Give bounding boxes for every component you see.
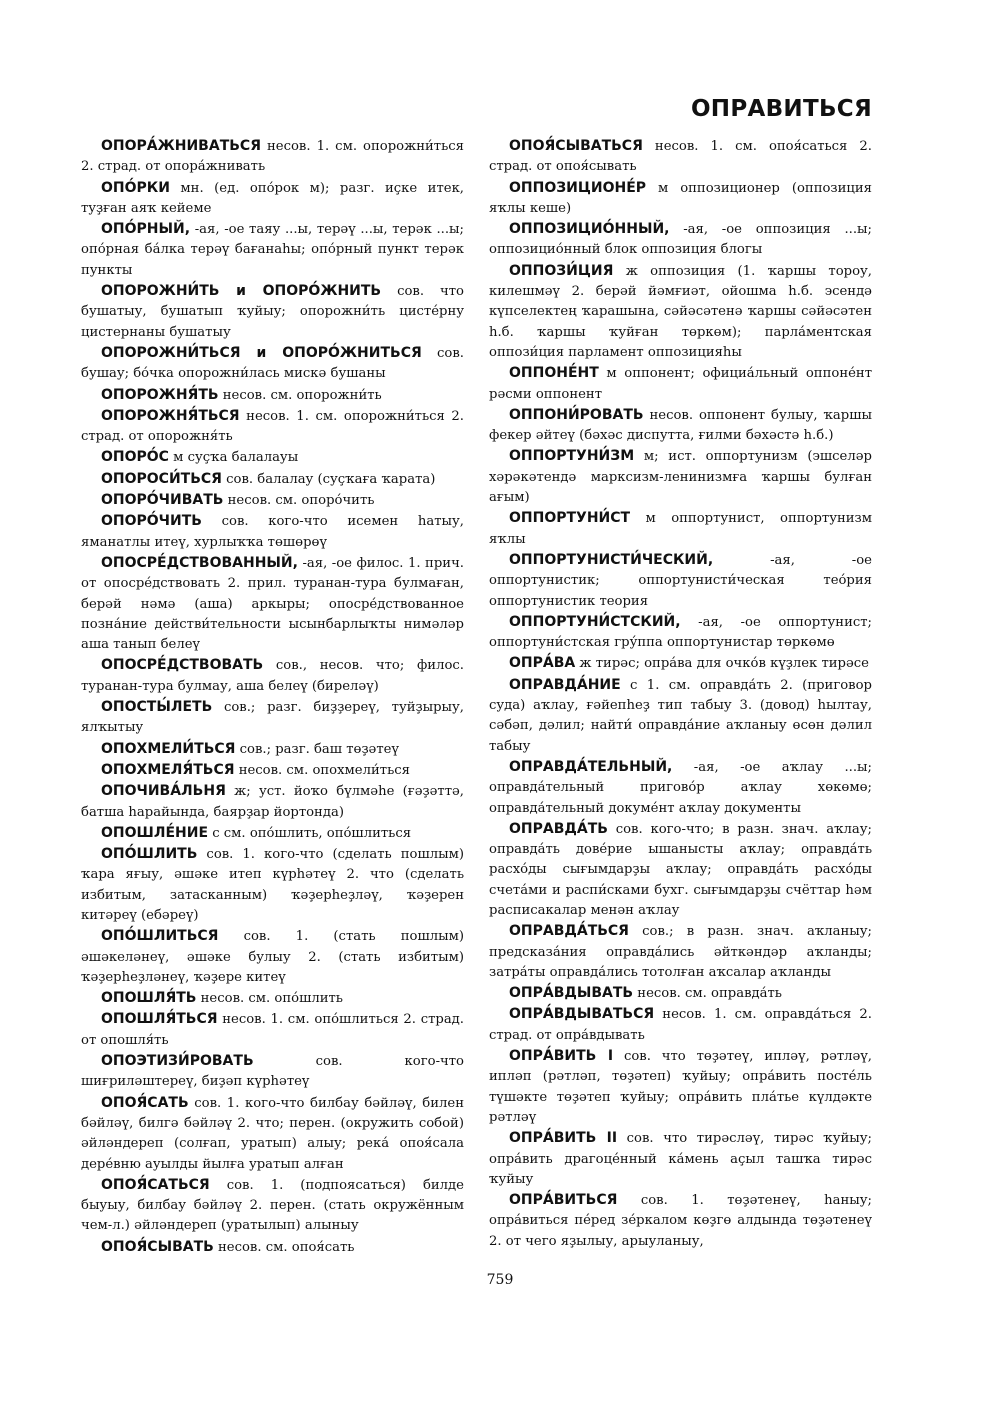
entry-definition: -ая, -ое оппозиция ...ы; оппозицио́нный блок оппозиция блогы [489, 222, 872, 258]
entry-headword: ОПОРО́ЧИВАТЬ [101, 492, 224, 509]
entry-definition: сов. 1. (подпоясаться) билде быуыу, билбау бәйләү 2. перен. (стать окружённым чем-л.) әйләндереп (уратылып) алыныу [81, 1177, 464, 1234]
entry-headword: ОПОХМЕЛИ́ТЬСЯ [101, 740, 236, 757]
dictionary-entry [489, 1128, 872, 1190]
entry-definition: несов. 1. см. опо́шлиться 2. страд. от опошля́ть [81, 1012, 464, 1048]
entry-headword: ОПО́РКИ [101, 179, 170, 196]
dictionary-entry [81, 447, 464, 468]
entry-definition: несов. см. опоро́чить [223, 493, 375, 509]
entry-definition: несов. см. опо́шлить [196, 991, 343, 1007]
dictionary-entry [81, 988, 464, 1009]
entry-headword: ОПОРО́ЧИТЬ [101, 513, 202, 530]
entry-headword: ОПОСТЫ́ЛЕТЬ [101, 699, 213, 716]
dictionary-entry [489, 757, 872, 819]
dictionary-entry [81, 1051, 464, 1093]
dictionary-entry [489, 446, 872, 508]
entry-headword: ОПОШЛЯ́ТЬ [101, 990, 197, 1007]
entry-definition: -ая, -ое оппортунист; оппортуни́стская гру́ппа оппортунистар төркөмө [489, 614, 872, 651]
dictionary-entry [489, 550, 872, 612]
dictionary-entry [81, 926, 464, 988]
dictionary-entry [489, 1046, 872, 1128]
dictionary-entry [489, 405, 872, 447]
entry-definition: ж тирәс; опра́ва для очко́в күҙлек тирәсе [575, 656, 869, 672]
entry-headword: ОПОЯ́САТЬСЯ [101, 1176, 210, 1193]
entry-definition: м оппонент; официа́льный оппоне́нт рәсми оппонент [489, 366, 872, 402]
entry-headword: ОПРА́ВА [509, 655, 576, 672]
entry-definition: сов.; разг. биҙҙереү, туйҙырыу, ялҡытыу [81, 700, 464, 736]
dictionary-entry [81, 385, 464, 406]
entry-headword: ОПРА́ВИТЬ II [509, 1130, 618, 1147]
entry-definition: несов. см. оправда́ть [633, 986, 782, 1002]
entry-definition: несов. см. опорожни́ть [218, 387, 382, 403]
dictionary-entry [489, 653, 872, 674]
dictionary-entry [81, 1175, 464, 1237]
entry-definition: сов. 1. төҙәтенеү, һаныу; опра́виться пе́ред зе́ркалом көҙгө алдында төҙәтенеү 2. от чего яҙылыу, арыуланыу, [489, 1193, 872, 1249]
entry-headword: ОППОНЕ́НТ [509, 365, 599, 382]
dictionary-entry [81, 281, 464, 343]
dictionary-entry [81, 343, 464, 385]
dictionary-entry [81, 760, 464, 781]
entry-headword: ОПО́РНЫЙ, [101, 221, 191, 238]
dictionary-entry [81, 178, 464, 220]
entry-headword: ОПОСРЕ́ДСТВОВАННЫЙ, [101, 554, 298, 571]
entry-headword: ОППОЗИ́ЦИЯ [509, 262, 614, 279]
entry-definition: несов. оппонент булыу, ҡаршы фекер әйтеү (бәхәс диспутта, ғилми бәхәстә һ.б.) [489, 407, 872, 444]
dictionary-entry [81, 1237, 464, 1258]
entry-definition: сов. что бушатыу, бушатып ҡуйыу; опорожни́ть цисте́рну цистернаны бушатыу [81, 284, 464, 340]
dictionary-entry [489, 136, 872, 178]
entry-headword: ОПОРОЖНИ́ТЬ и ОПОРО́ЖНИТЬ [101, 283, 382, 300]
dictionary-entry [489, 178, 872, 220]
dictionary-entry [489, 819, 872, 921]
entry-headword: ОПО́ШЛИТЬСЯ [101, 928, 219, 945]
dictionary-entry [489, 508, 872, 550]
entry-definition: несов. см. опоя́сать [213, 1239, 355, 1255]
entry-definition: ж оппозиция (1. ҡаршы тороу, килешмәү 2. берәй йәмғиәт, ойошма һ.б. эсендә күпселектең ҡарашына, сәйәсәтенә ҡаршы сәйәсәтен һ.б. ҡаршы ҡуйған төркөм); парла́ментская оппози́ция парламент оппозицияһы [489, 263, 872, 360]
entry-headword: ОПРА́ВИТЬ I [509, 1048, 614, 1065]
entry-definition: мн. (ед. опо́рок м); разг. иҫке итек, туҙған аяҡ кейеме [81, 180, 464, 216]
entry-headword: ОППОНИ́РОВАТЬ [509, 406, 644, 423]
entry-headword: ОППОРТУНИ́СТСКИЙ, [509, 613, 681, 630]
entry-headword: ОПОЧИВА́ЛЬНЯ [101, 783, 226, 800]
dictionary-entry [489, 612, 872, 654]
entry-headword: ОПОРО́С [101, 449, 169, 466]
entry-headword: ОПРАВДА́ТЬСЯ [509, 923, 629, 940]
entry-headword: ОПО́ШЛИТЬ [101, 846, 198, 863]
dictionary-entry [81, 469, 464, 490]
entry-headword: ОПОШЛЕ́НИЕ [101, 824, 209, 841]
entry-definition: м суҫҡа балалауы [168, 450, 299, 466]
entry-definition: с см. опо́шлить, опо́шлиться [208, 825, 412, 841]
entry-definition: сов. бушау; бо́чка опорожни́лась мискә бушаны [81, 345, 464, 382]
entry-definition: сов., несов. что; филос. туранан-тура булмау, аша белеү (биреләү) [81, 658, 464, 694]
dictionary-entry [489, 675, 872, 757]
entry-headword: ОПОРОЖНЯ́ТЬСЯ [101, 407, 240, 424]
entry-headword: ОПОСРЕ́ДСТВОВАТЬ [101, 657, 264, 674]
dictionary-entry [81, 219, 464, 281]
dictionary-entry [489, 261, 872, 363]
dictionary-entry [489, 219, 872, 261]
entry-headword: ОПОХМЕЛЯ́ТЬСЯ [101, 761, 235, 778]
dictionary-entry [81, 553, 464, 655]
dictionary-entry [81, 781, 464, 823]
entry-definition: м оппортунист, оппортунизм яҡлы [489, 511, 872, 547]
dictionary-entry [489, 1004, 872, 1046]
entry-definition: сов. кого-что; в разн. знач. аҡлау; оправда́ть дове́рие ышанысты аҡлау; оправда́ть расхо́ды сығымдарҙы аҡлау; оправда́ть расхо́ды счета́ми и распи́сками бухг. сығымдарҙы счёттар һәм расписакалар менән аҡлау [489, 821, 872, 918]
entry-definition: сов. 1. (стать пошлым) әшәкеләнеү, әшәке булыу 2. (стать избитым) ҡәҙерһеҙләнеү, ҡәҙере китеү [81, 929, 464, 985]
entry-definition: ж; уст. йоҡо бүлмәһе (ғәҙәттә, батша һарайында, баярҙар йортонда) [81, 784, 464, 820]
entry-definition: -ая, -ое таяу ...ы, терәү ...ы, терәк ...ы; опо́рная ба́лка терәү бағанаһы; опо́рный пункт терәк пункты [81, 222, 464, 278]
dictionary-entry [81, 136, 464, 178]
dictionary-entry [81, 490, 464, 511]
entry-headword: ОПОЯ́САТЬ [101, 1094, 189, 1111]
entry-headword: ОПРАВДА́НИЕ [509, 676, 621, 693]
dictionary-entry [81, 823, 464, 844]
entry-definition: сов. 1. кого-что билбау бәйләү, билен бәйләү, билгә бәйләү 2. что; перен. (окружить собой) әйләндереп (солғап, уратып) алыу; река́ опоя́сала дере́вню ауылды йылға уратып алған [81, 1095, 464, 1172]
entry-definition: сов. кого-что исемен һатыу, яманатлы итеү, хурлыҡҡа төшөрөү [81, 514, 464, 550]
entry-definition: -ая, -ое филос. 1. прич. от опосре́дствовать 2. прил. туранан-тура булмаған, берәй нәмә (аша) аркыры; опосре́дствованное позна́ние действи́тельности ысынбарлыҡты нимәләр аша танып белеү [81, 555, 464, 653]
dictionary-entry [81, 406, 464, 448]
entry-headword: ОПРА́ВДЫВАТЬСЯ [509, 1006, 655, 1023]
dictionary-entry [81, 739, 464, 760]
entry-definition: сов. 1. кого-что (сделать пошлым) ҡара яғыу, әшәке итеп күрһәтеү 2. что (сделать избитым, затасканным) ҡәҙерһеҙләү, ҡәҙерен китәреү (ебәреү) [81, 847, 464, 923]
dictionary-entry [489, 1190, 872, 1252]
entry-definition: м оппозиционер (оппозиция яҡлы кеше) [489, 180, 872, 216]
dictionary-entry [81, 1009, 464, 1051]
entry-headword: ОПРА́ВДЫВАТЬ [509, 985, 634, 1002]
entry-definition: с 1. см. оправда́ть 2. (приговор суда) аҡлау, ғәйепһеҙ тип табыу 3. (довод) һылтау, сәбәп, дәлил; найти́ оправда́ние аҡланыу өсөн дәлил табыу [489, 677, 872, 754]
dictionary-entry [81, 697, 464, 739]
entry-headword: ОПОРОЖНИ́ТЬСЯ и ОПОРО́ЖНИТЬСЯ [101, 344, 422, 361]
entry-definition: сов. что тирәсләү, тирәс ҡуйыу; опра́вить драгоце́нный ка́мень аҫыл ташҡа тирәс ҡуйыу [489, 1131, 872, 1187]
entry-headword: ОППОЗИЦИО́ННЫЙ, [509, 221, 670, 238]
entry-definition: несов. 1. см. опоя́саться 2. страд. от опоя́сывать [489, 139, 872, 175]
entry-headword: ОПРАВДА́ТЕЛЬНЫЙ, [509, 758, 673, 775]
dictionary-entry [489, 921, 872, 983]
entry-definition: -ая, -ое аҡлау ...ы; оправда́тельный пригово́р аҡлау хөкөмө; оправда́тельный докуме́нт аҡлау документы [489, 759, 872, 816]
entry-headword: ОПОРОСИ́ТЬСЯ [101, 470, 222, 487]
entry-definition: сов.; в разн. знач. аҡланыу; предсказа́ния оправда́лись әйткәндәр аҡланды; затра́ты оправда́лись тотолған аҡсалар аҡланды [489, 924, 872, 980]
entry-definition: сов. балалау (суҫҡаға ҡарата) [221, 471, 436, 487]
left-column [81, 136, 464, 1258]
dictionary-entry [81, 655, 464, 697]
entry-definition: сов. что төҙәтеү, ипләү, рәтләү, ипләп (рәтләп, төҙәтеп) ҡуйыу; опра́вить посте́ль түшәкте төҙәтеп ҡуйыу; опра́вить пла́тье күлдәкте рәтләү [489, 1049, 872, 1125]
dictionary-entry [81, 511, 464, 553]
entry-definition: м; ист. оппортунизм (эшселәр хәрәкәтендә марксизм-ленинизмға ҡаршы булған ағым) [489, 449, 872, 506]
entry-headword: ОПОЯ́СЫВАТЬСЯ [509, 138, 643, 154]
entry-definition: сов. кого-что шиғриләштереү, биҙәп күрһәтеү [81, 1054, 464, 1090]
entry-headword: ОППОРТУНИ́СТ [509, 510, 631, 527]
dictionary-entry [489, 983, 872, 1004]
entry-headword: ОПОЯ́СЫВАТЬ [101, 1238, 214, 1255]
right-column [489, 136, 872, 1252]
entry-headword: ОПРА́ВИТЬСЯ [509, 1192, 618, 1209]
entry-definition: несов. 1. см. оправда́ться 2. страд. от опра́вдывать [489, 1007, 872, 1043]
entry-headword: ОПРАВДА́ТЬ [509, 820, 608, 837]
entry-headword: ОПОШЛЯ́ТЬСЯ [101, 1011, 218, 1028]
dictionary-entry [81, 844, 464, 926]
entry-headword: ОППОРТУНИСТИ́ЧЕСКИЙ, [509, 551, 714, 568]
dictionary-entry [489, 363, 872, 405]
entry-definition: несов. см. опохмели́ться [234, 762, 410, 778]
entry-headword: ОППОРТУНИ́ЗМ [509, 448, 635, 465]
entry-headword: ОППОЗИЦИОНЕ́Р [509, 179, 647, 196]
entry-definition: несов. 1. см. опорожни́ться 2. страд. от опора́жнивать [81, 139, 464, 175]
entry-definition: -ая, -ое оппортунистик; оппортунисти́ческая тео́рия оппортунистик теория [489, 552, 872, 609]
entry-definition: сов.; разг. баш төҙәтеү [235, 741, 399, 757]
page-number: 759 [486, 1272, 514, 1288]
entry-definition: несов. 1. см. опорожни́ться 2. страд. от опорожня́ть [81, 408, 464, 445]
dictionary-entry [81, 1093, 464, 1175]
entry-headword: ОПОРОЖНЯ́ТЬ [101, 386, 219, 403]
entry-headword: ОПОРА́ЖНИВАТЬСЯ [101, 138, 261, 154]
running-head: ОПРАВИТЬСЯ [690, 96, 872, 122]
entry-headword: ОПОЭТИЗИ́РОВАТЬ [101, 1053, 254, 1070]
